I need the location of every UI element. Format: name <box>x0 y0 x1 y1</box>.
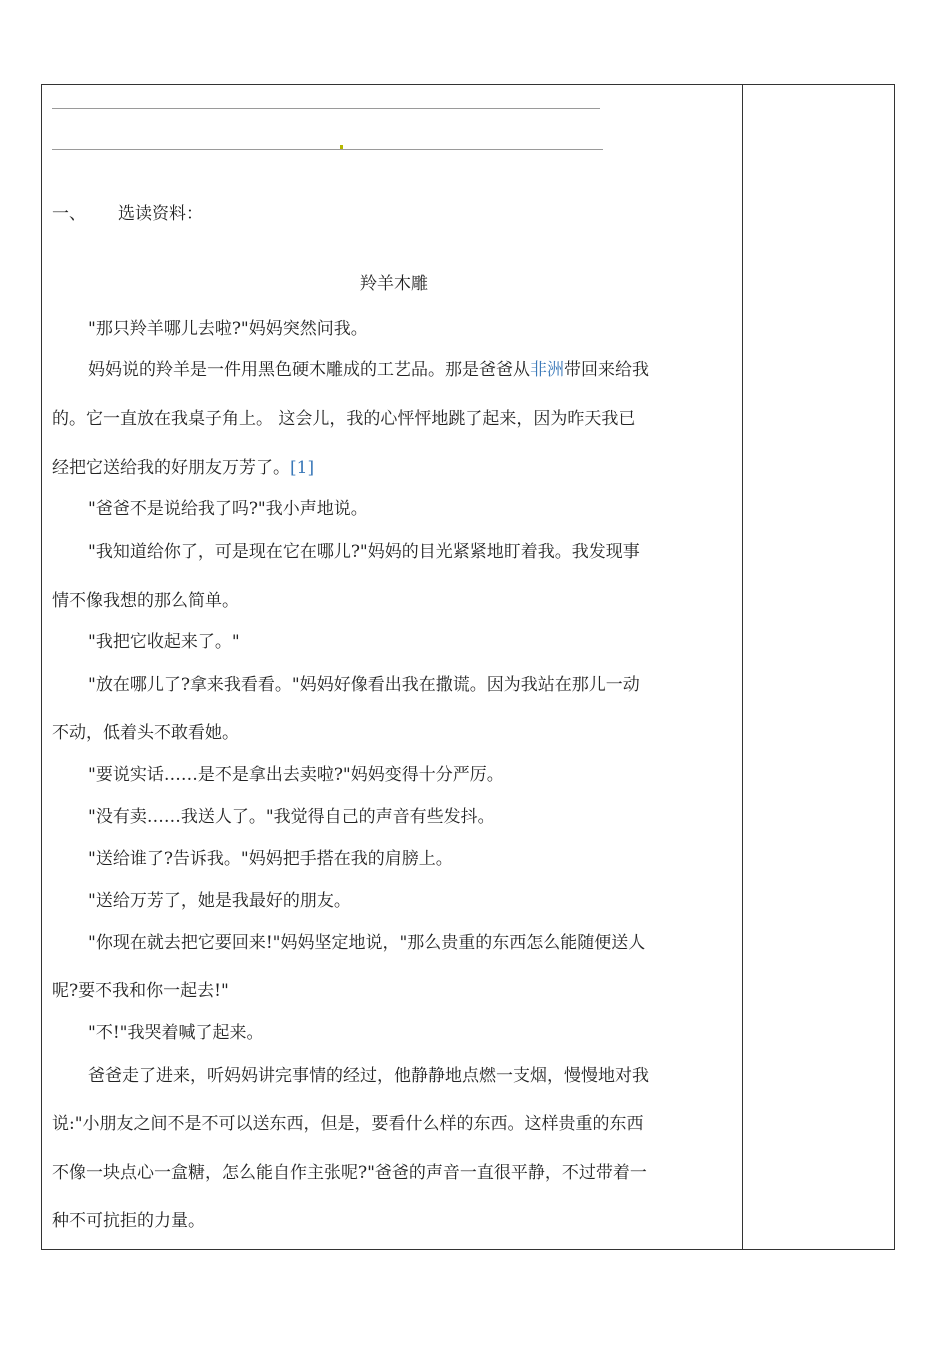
paragraph-line: "放在哪儿了?拿来我看看。"妈妈好像看出我在撒谎。因为我站在那儿一动 <box>88 675 640 695</box>
section-heading <box>52 203 203 225</box>
text-run: 带回来给我 <box>564 360 649 380</box>
section-number: 一、 <box>52 204 86 224</box>
paragraph-line: 情不像我想的那么简单。 <box>52 591 239 611</box>
paragraph-line: 种不可抗拒的力量。 <box>52 1211 205 1231</box>
paragraph-line: "不!"我哭着喊了起来。 <box>88 1023 264 1043</box>
paragraph-line <box>52 359 738 381</box>
column-divider <box>742 84 743 1250</box>
paragraph-line: "没有卖……我送人了。"我觉得自己的声音有些发抖。 <box>88 807 495 827</box>
paragraph-line: "你现在就去把它要回来!"妈妈坚定地说，"那么贵重的东西怎么能随便送人 <box>88 933 646 953</box>
africa-link[interactable]: 非洲 <box>530 360 564 380</box>
paragraph-line: 不动，低着头不敢看她。 <box>52 723 239 743</box>
paragraph-line: "我把它收起来了。" <box>88 632 240 652</box>
text-run: 妈妈说的羚羊是一件用黑色硬木雕成的工艺品。那是爸爸从 <box>88 360 530 380</box>
marker-dot <box>340 145 343 149</box>
paragraph-line: "要说实话……是不是拿出去卖啦?"妈妈变得十分严厉。 <box>88 765 504 785</box>
paragraph-line: 呢?要不我和你一起去!" <box>52 981 229 1001</box>
footnote-ref[interactable]: [1] <box>290 458 315 478</box>
paragraph-line: "送给万芳了，她是我最好的朋友。 <box>88 891 351 911</box>
answer-line-1 <box>52 108 600 109</box>
paragraph-line: "那只羚羊哪儿去啦?"妈妈突然问我。 <box>88 319 368 339</box>
paragraph-line: "爸爸不是说给我了吗?"我小声地说。 <box>88 499 368 519</box>
paragraph-line: 的。它一直放在我桌子角上。 这会儿，我的心怦怦地跳了起来，因为昨天我已 <box>52 409 636 429</box>
answer-line-2 <box>52 149 603 150</box>
paragraph-line: "送给谁了?告诉我。"妈妈把手搭在我的肩膀上。 <box>88 849 453 869</box>
article-title: 羚羊木雕 <box>360 274 428 294</box>
paragraph-line <box>52 457 738 479</box>
paragraph-line: "我知道给你了，可是现在它在哪儿?"妈妈的目光紧紧地盯着我。我发现事 <box>88 542 640 562</box>
paragraph-line: 说:"小朋友之间不是不可以送东西，但是，要看什么样的东西。这样贵重的东西 <box>52 1114 644 1134</box>
paragraph-line: 爸爸走了进来，听妈妈讲完事情的经过，他静静地点燃一支烟，慢慢地对我 <box>88 1066 649 1086</box>
text-run: 经把它送给我的好朋友万芳了。 <box>52 458 290 478</box>
paragraph-line: 不像一块点心一盒糖，怎么能自作主张呢?"爸爸的声音一直很平静，不过带着一 <box>52 1163 647 1183</box>
section-label: 选读资料： <box>118 204 203 224</box>
